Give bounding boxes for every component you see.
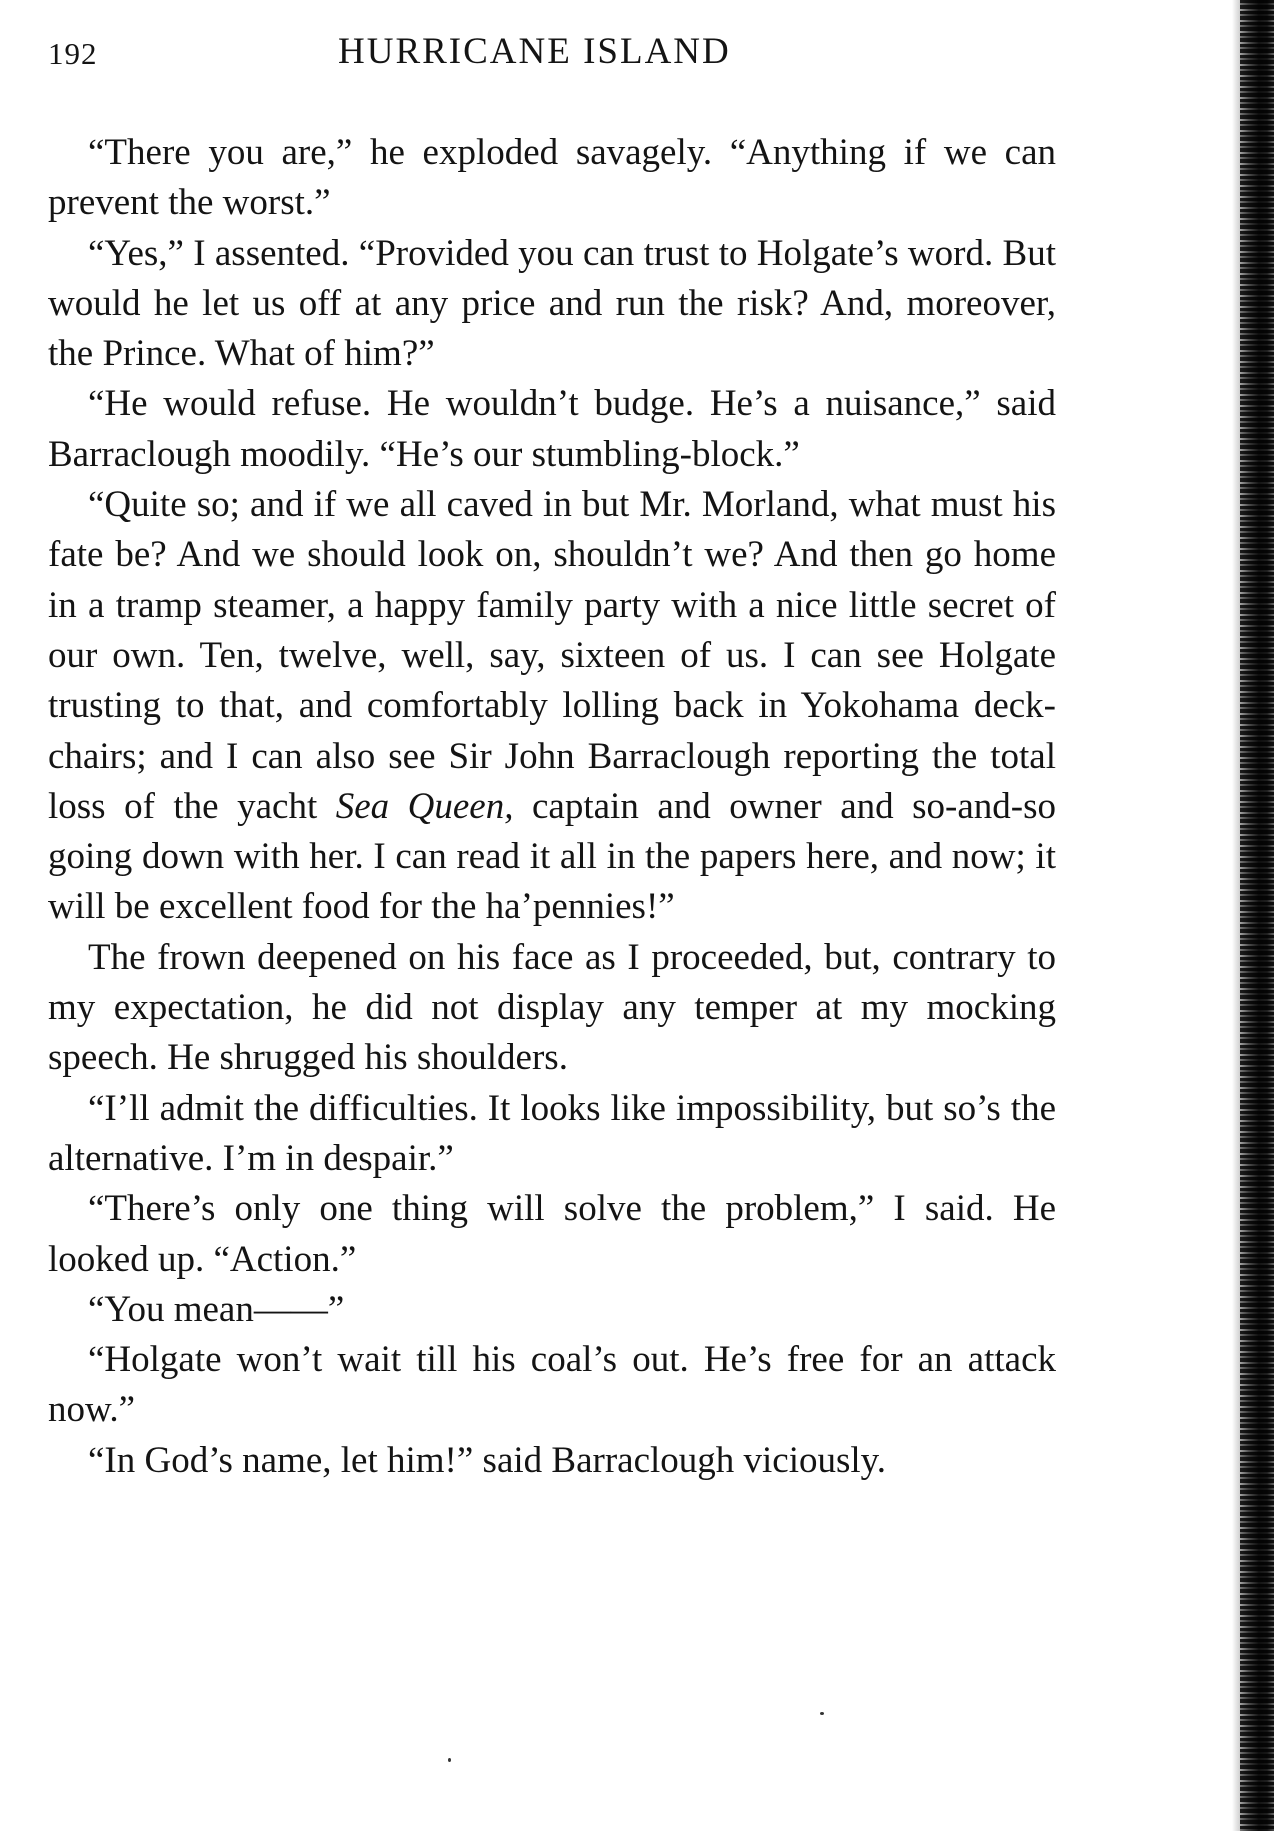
spine-shadow [1232, 0, 1240, 1831]
paragraph: “Holgate won’t wait till his coal’s out. He’s free for an attack now.” [48, 1339, 1056, 1431]
paragraph: “There’s only one thing will solve the problem,” I said. He looked up. “Action.” [48, 1188, 1056, 1280]
paragraph: “Yes,” I assented. “Provided you can trust to Holgate’s word. But would he let us off at any price and run the risk? And, moreover, the Prince. What of him?” [48, 232, 1056, 375]
scan-speck [448, 1758, 451, 1762]
running-title: HURRICANE ISLAND [338, 31, 731, 72]
paragraph-text: captain and owner and so-and-so going down with her. I can read it all in the papers here, and now; it will be excellent food for the ha’pennies!” [48, 785, 1056, 928]
paragraph: The frown deepened on his face as I proceeded, but, contrary to my expectation, he did not display any temper at my mocking speech. He shrugged his shoulders. [48, 936, 1056, 1079]
paragraph: “In God’s name, let him!” said Barraclough viciously. [88, 1439, 887, 1481]
page-number: 192 [48, 36, 98, 71]
paragraph-text: “Quite so; and if we all caved in but Mr. Morland, what must his fate be? And we should look on, shouldn’t we? And then go home in a tramp steamer, a happy family party with a nice little secret of our own. Ten, twelve, well, say, sixteen of us. I can see Holgate trusting to that, and comfortably lolling back in Yokohama deck-chairs; and I can also see Sir John Barraclough reporting the total loss of the yacht [48, 484, 1056, 827]
scan-speck [820, 1712, 824, 1715]
paragraph: “There you are,” he exploded savagely. “Anything if we can prevent the worst.” [48, 132, 1056, 224]
paragraph: “He would refuse. He wouldn’t budge. He’s a nuisance,” said Barraclough moodily. “He’s our stumbling-block.” [48, 383, 1056, 475]
paragraph: “You mean——” [88, 1288, 345, 1330]
book-spine-edge [1240, 0, 1274, 1831]
paragraph [48, 480, 1056, 933]
page-header [48, 30, 1056, 80]
ship-name: Sea Queen, [335, 785, 514, 827]
paragraph: “I’ll admit the difficulties. It looks like impossibility, but so’s the alternative. I’m in despair.” [48, 1087, 1056, 1179]
body-text [48, 128, 1056, 1486]
